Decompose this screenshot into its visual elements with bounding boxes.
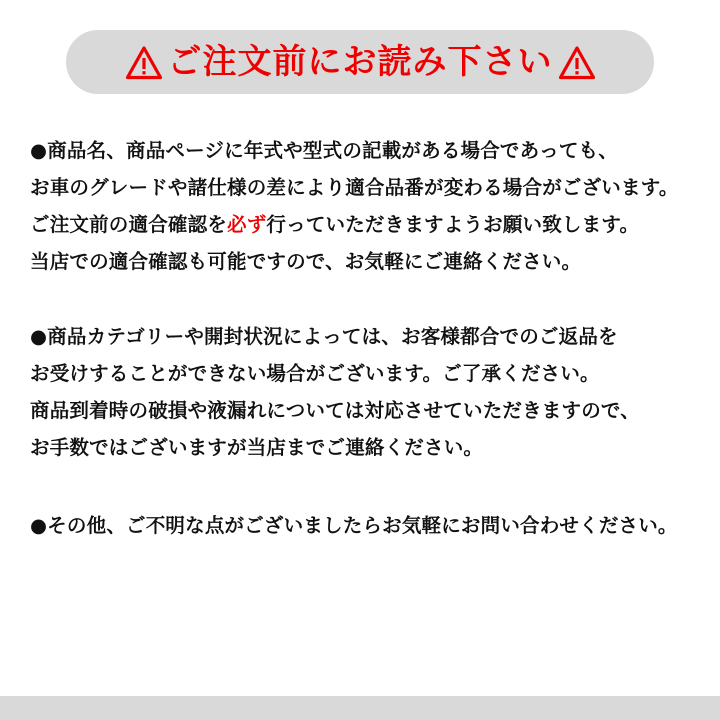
notice-line: ●その他、ご不明な点がございましたらお気軽にお問い合わせください。 — [30, 514, 678, 537]
compatibility-notice-block — [30, 132, 702, 280]
notice-line: お車のグレードや諸仕様の差により適合品番が変わる場合がございます。 — [30, 176, 679, 199]
return-policy-notice-block — [30, 318, 702, 466]
notice-line: 商品到着時の破損や液漏れについては対応させていただきますので、 — [30, 399, 640, 422]
footer-strip — [0, 696, 720, 720]
notice-line: お手数ではございますが当店までご連絡ください。 — [30, 436, 484, 459]
notice-line: ●商品名、商品ページに年式や型式の記載がある場合であっても、 — [30, 139, 618, 162]
notice-line-part: ご注文前の適合確認を — [30, 213, 228, 236]
notice-line: ●商品カテゴリーや開封状況によっては、お客様都合でのご返品を — [30, 325, 618, 348]
banner-title: ご注文前にお読み下さい — [167, 42, 553, 82]
notice-line: 当店での適合確認も可能ですので、お気軽にご連絡ください。 — [30, 250, 582, 273]
notice-line-highlighted — [30, 206, 702, 243]
highlight-text: 必ず — [227, 213, 267, 236]
notice-line-part: 行っていただきますようお願い致します。 — [266, 213, 640, 236]
notice-line: お受けすることができない場合がございます。ご了承ください。 — [30, 362, 600, 385]
other-inquiries-notice-block — [30, 507, 702, 544]
warning-triangle-icon — [126, 46, 162, 80]
notice-banner — [66, 30, 654, 94]
warning-triangle-icon — [559, 46, 595, 80]
